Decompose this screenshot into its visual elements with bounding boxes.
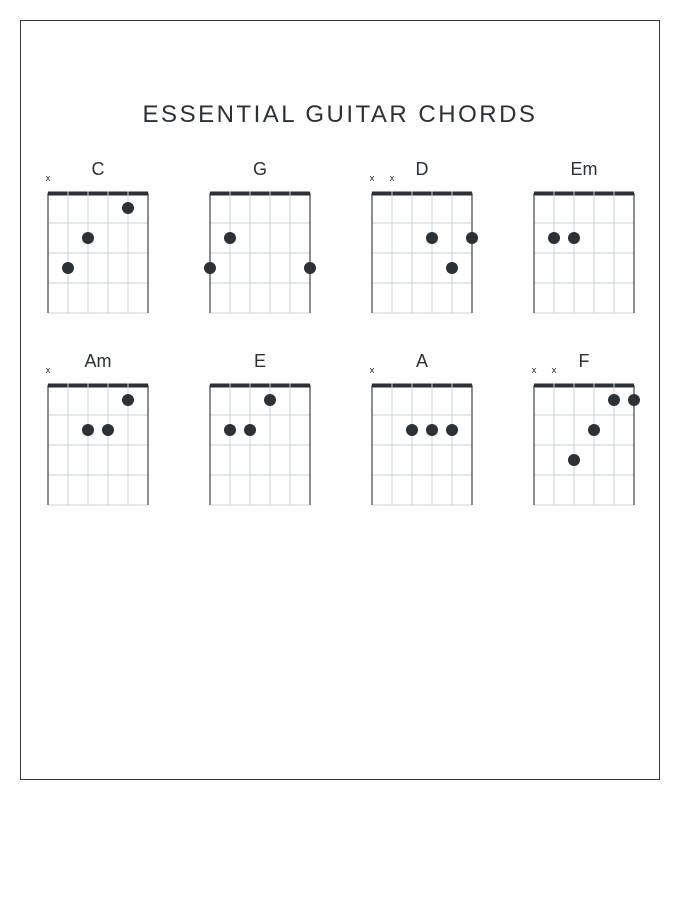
chord-name: C [91, 159, 105, 179]
nut-bar [48, 384, 148, 388]
finger-dot [568, 454, 580, 466]
finger-dot [304, 262, 316, 274]
fretboard [534, 159, 644, 323]
mute-mark: x [45, 366, 51, 376]
fretboard [369, 159, 482, 323]
nut-bar [210, 384, 310, 388]
finger-dot [426, 424, 438, 436]
finger-dot [264, 394, 276, 406]
chord-diagram-c [45, 159, 148, 317]
fretboard [45, 351, 158, 515]
chord-diagram-e [210, 351, 310, 509]
finger-dot [426, 232, 438, 244]
finger-dot [446, 262, 458, 274]
mute-mark: x [369, 366, 375, 376]
finger-dot [406, 424, 418, 436]
finger-dot [446, 424, 458, 436]
chord-sheet [20, 20, 660, 780]
chord-name: Em [570, 159, 598, 179]
finger-dot [244, 424, 256, 436]
chord-diagram-g [210, 159, 310, 317]
chord-name: D [415, 159, 429, 179]
fretboard [369, 351, 482, 515]
finger-dot [224, 232, 236, 244]
finger-dot [82, 232, 94, 244]
finger-dot [122, 202, 134, 214]
fretboard [210, 159, 320, 323]
chord-diagram-em [534, 159, 634, 317]
chord-diagram-am [45, 351, 148, 509]
nut-bar [210, 192, 310, 196]
chord-name: E [253, 351, 266, 371]
nut-bar [372, 192, 472, 196]
chord-name: F [578, 351, 590, 371]
chord-diagram-f [531, 351, 634, 509]
fretboard [531, 351, 644, 515]
finger-dot [204, 262, 216, 274]
nut-bar [534, 384, 634, 388]
finger-dot [608, 394, 620, 406]
finger-dot [122, 394, 134, 406]
finger-dot [568, 232, 580, 244]
finger-dot [466, 232, 478, 244]
finger-dot [548, 232, 560, 244]
fretboard [210, 351, 320, 515]
mute-mark: x [45, 174, 51, 184]
nut-bar [534, 192, 634, 196]
chord-name: A [415, 351, 428, 371]
chord-diagram-a [369, 351, 472, 509]
finger-dot [62, 262, 74, 274]
nut-bar [372, 384, 472, 388]
fretboard [45, 159, 158, 323]
finger-dot [82, 424, 94, 436]
nut-bar [48, 192, 148, 196]
page-title: ESSENTIAL GUITAR CHORDS [142, 101, 538, 128]
finger-dot [224, 424, 236, 436]
chord-name: Am [84, 351, 112, 371]
mute-mark: x [531, 366, 537, 376]
finger-dot [588, 424, 600, 436]
mute-mark: x [369, 174, 375, 184]
chord-diagram-d [369, 159, 472, 317]
finger-dot [102, 424, 114, 436]
finger-dot [628, 394, 640, 406]
mute-mark: x [389, 174, 395, 184]
chord-name: G [252, 159, 267, 179]
mute-mark: x [551, 366, 557, 376]
